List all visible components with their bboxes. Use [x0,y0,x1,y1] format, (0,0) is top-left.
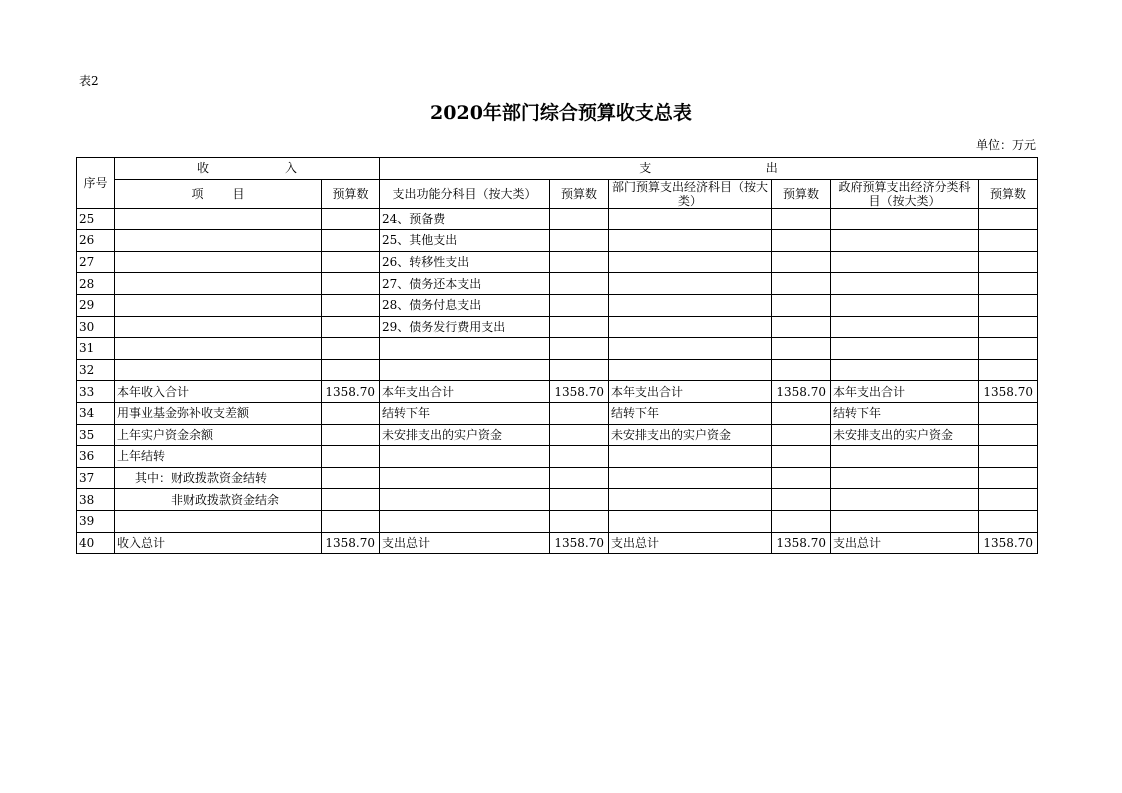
row-number: 27 [77,251,115,273]
income-amount [322,446,380,468]
dept-amount [772,208,831,230]
table-row [77,489,1038,511]
income-amount [322,208,380,230]
func-amount: 1358.70 [550,381,609,403]
header-row-1 [77,158,1038,180]
gov-amount [979,402,1038,424]
func-amount [550,251,609,273]
func-amount [550,273,609,295]
row-number: 32 [77,359,115,381]
dept-item [609,251,772,273]
dept-amount [772,230,831,252]
gov-amount [979,294,1038,316]
dept-item [609,467,772,489]
dept-amount [772,294,831,316]
gov-amount: 1358.70 [979,381,1038,403]
gov-amount [979,359,1038,381]
func-item: 未安排支出的实户资金 [380,424,550,446]
row-number: 28 [77,273,115,295]
income-item [115,510,322,532]
row-number: 25 [77,208,115,230]
gov-item [831,208,979,230]
dept-item [609,489,772,511]
table-row [77,316,1038,338]
unit-label: 单位：万元 [975,138,1036,152]
table-row [77,467,1038,489]
header-dept-budget: 预算数 [772,179,831,208]
header-item-b: 目 [232,186,245,201]
income-amount [322,251,380,273]
gov-item [831,489,979,511]
table-row [77,381,1038,403]
func-amount [550,467,609,489]
gov-amount [979,446,1038,468]
func-amount [550,230,609,252]
income-item [115,208,322,230]
func-item: 支出总计 [380,532,550,554]
row-number: 38 [77,489,115,511]
header-gov-econ: 政府预算支出经济分类科目（按大类） [831,179,979,208]
gov-amount [979,251,1038,273]
income-item: 收入总计 [115,532,322,554]
income-item [115,294,322,316]
dept-amount [772,424,831,446]
table-row [77,510,1038,532]
func-item: 27、债务还本支出 [380,273,550,295]
header-income [115,158,380,180]
income-amount [322,359,380,381]
gov-item [831,273,979,295]
gov-item: 支出总计 [831,532,979,554]
dept-amount [772,402,831,424]
func-amount [550,446,609,468]
dept-amount [772,359,831,381]
func-item [380,446,550,468]
row-number: 36 [77,446,115,468]
dept-amount [772,446,831,468]
table-row [77,532,1038,554]
row-number: 35 [77,424,115,446]
dept-item: 支出总计 [609,532,772,554]
income-amount: 1358.70 [322,381,380,403]
dept-amount [772,510,831,532]
dept-item [609,446,772,468]
row-number: 33 [77,381,115,403]
dept-item [609,230,772,252]
income-amount [322,338,380,360]
gov-item [831,338,979,360]
func-item [380,359,550,381]
income-amount [322,489,380,511]
gov-amount [979,208,1038,230]
income-item: 本年收入合计 [115,381,322,403]
gov-amount [979,510,1038,532]
row-number: 31 [77,338,115,360]
income-item [115,359,322,381]
table-row [77,446,1038,468]
income-item [115,273,322,295]
func-item: 26、转移性支出 [380,251,550,273]
page-title: 2020年部门综合预算收支总表 [430,102,692,124]
func-amount [550,208,609,230]
header-func-budget: 预算数 [550,179,609,208]
dept-item [609,294,772,316]
func-item: 28、债务付息支出 [380,294,550,316]
func-item [380,489,550,511]
dept-amount [772,467,831,489]
dept-amount [772,316,831,338]
income-amount [322,424,380,446]
gov-item: 结转下年 [831,402,979,424]
table-row [77,359,1038,381]
income-amount: 1358.70 [322,532,380,554]
gov-item [831,316,979,338]
header-row-2 [77,179,1038,208]
row-number: 29 [77,294,115,316]
income-amount [322,510,380,532]
income-amount [322,294,380,316]
func-item: 本年支出合计 [380,381,550,403]
income-amount [322,316,380,338]
row-number: 40 [77,532,115,554]
table-row [77,402,1038,424]
table-row [77,230,1038,252]
row-number: 37 [77,467,115,489]
func-amount [550,338,609,360]
income-item: 非财政拨款资金结余 [115,489,322,511]
gov-item [831,230,979,252]
header-expense [380,158,1038,180]
gov-item [831,446,979,468]
func-item: 24、预备费 [380,208,550,230]
header-item [115,179,322,208]
func-amount [550,402,609,424]
gov-amount [979,230,1038,252]
gov-amount [979,467,1038,489]
func-amount: 1358.70 [550,532,609,554]
gov-amount: 1358.70 [979,532,1038,554]
dept-amount [772,273,831,295]
gov-amount [979,424,1038,446]
table-number-label: 表2 [79,74,99,88]
gov-item [831,510,979,532]
header-func: 支出功能分科目（按大类） [380,179,550,208]
income-item [115,251,322,273]
func-item: 29、债务发行费用支出 [380,316,550,338]
gov-item: 未安排支出的实户资金 [831,424,979,446]
func-amount [550,489,609,511]
func-amount [550,316,609,338]
dept-amount: 1358.70 [772,532,831,554]
gov-item: 本年支出合计 [831,381,979,403]
dept-item [609,273,772,295]
header-income-a: 收 [197,161,210,176]
header-expense-b: 出 [765,161,778,176]
row-number: 26 [77,230,115,252]
gov-amount [979,273,1038,295]
header-item-a: 项 [191,186,204,201]
income-item [115,338,322,360]
dept-item [609,359,772,381]
table-row [77,294,1038,316]
gov-item [831,294,979,316]
header-dept-econ: 部门预算支出经济科目（按大类） [609,179,772,208]
income-amount [322,467,380,489]
gov-item [831,467,979,489]
dept-item: 本年支出合计 [609,381,772,403]
gov-item [831,359,979,381]
income-amount [322,230,380,252]
gov-amount [979,316,1038,338]
dept-item [609,316,772,338]
income-amount [322,273,380,295]
income-item [115,316,322,338]
dept-amount [772,489,831,511]
func-item [380,467,550,489]
income-item [115,230,322,252]
income-item: 上年实户资金余额 [115,424,322,446]
func-amount [550,510,609,532]
func-item [380,338,550,360]
dept-item [609,510,772,532]
gov-amount [979,489,1038,511]
func-amount [550,359,609,381]
row-number: 30 [77,316,115,338]
func-amount [550,424,609,446]
dept-item [609,208,772,230]
income-item: 用事业基金弥补收支差额 [115,402,322,424]
func-item: 结转下年 [380,402,550,424]
dept-amount [772,251,831,273]
func-item: 25、其他支出 [380,230,550,252]
row-number: 34 [77,402,115,424]
header-gov-budget: 预算数 [979,179,1038,208]
gov-item [831,251,979,273]
func-item [380,510,550,532]
row-number: 39 [77,510,115,532]
table-row [77,338,1038,360]
gov-amount [979,338,1038,360]
header-expense-a: 支 [639,161,652,176]
income-amount [322,402,380,424]
table-row [77,251,1038,273]
income-item: 其中：财政拨款资金结转 [115,467,322,489]
dept-item [609,338,772,360]
table-row [77,424,1038,446]
header-income-budget: 预算数 [322,179,380,208]
dept-amount: 1358.70 [772,381,831,403]
budget-summary-table [76,157,1038,554]
dept-item: 未安排支出的实户资金 [609,424,772,446]
header-seq: 序号 [77,158,115,209]
header-income-b: 入 [284,161,297,176]
func-amount [550,294,609,316]
table-row [77,208,1038,230]
table-row [77,273,1038,295]
dept-item: 结转下年 [609,402,772,424]
dept-amount [772,338,831,360]
income-item: 上年结转 [115,446,322,468]
